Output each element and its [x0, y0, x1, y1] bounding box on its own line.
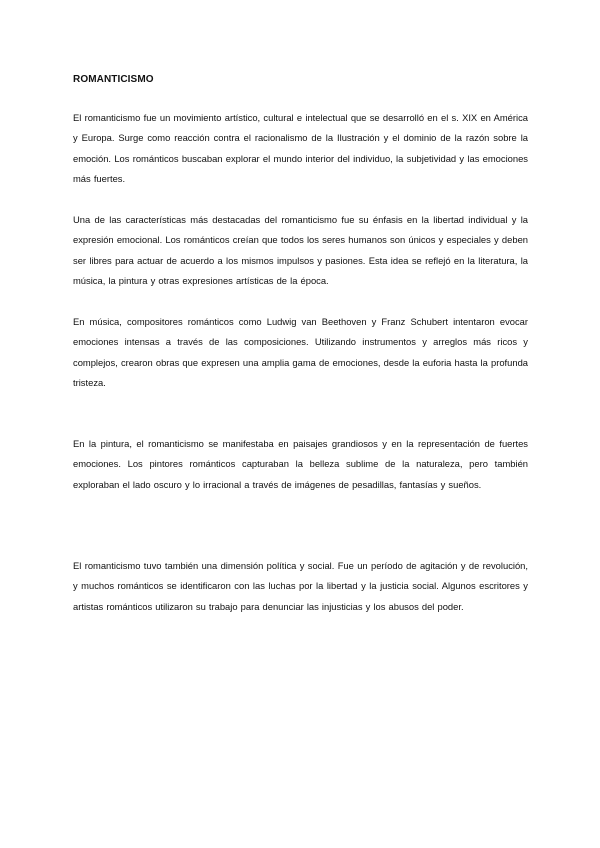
paragraph-music: En música, compositores románticos como Ludwig van Beethoven y Franz Schubert intentaron evocar emociones intensas a través de las composiciones. Utilizando instrumentos y arreglos más ricos y complejos, crearon obras que expresen una amplia gama de emociones, desde la euforia hasta la profunda tristeza.	[73, 316, 528, 389]
paragraph-characteristics: Una de las características más destacadas del romanticismo fue su énfasis en la libertad individual y la expresión emocional. Los románticos creían que todos los seres humanos son únicos y especiales y deben ser libres para actuar de acuerdo a los mismos impulsos y pasiones. Esta idea se reflejó en la literatura, la música, la pintura y otras expresiones artísticas de la época.	[73, 214, 528, 287]
paragraph-painting: En la pintura, el romanticismo se manifestaba en paisajes grandiosos y en la representación de fuertes emociones. Los pintores románticos capturaban la belleza sublime de la naturaleza, pero también exploraban el lado oscuro y lo irracional a través de imágenes de pesadillas, fantasías y sueños.	[73, 438, 528, 490]
paragraph-politics: El romanticismo tuvo también una dimensión política y social. Fue un período de agitación y de revolución, y muchos románticos se identificaron con las luchas por la libertad y la justicia social. Algunos escritores y artistas románticos utilizaron su trabajo para denunciar las injusticias y los abusos del poder.	[73, 560, 528, 612]
document-title: ROMANTICISMO	[73, 74, 154, 85]
paragraph-definition: El romanticismo fue un movimiento artístico, cultural e intelectual que se desarrolló en el s. XIX en América y Europa. Surge como reacción contra el racionalismo de la Ilustración y el dominio de la razón sobre la emoción. Los románticos buscaban explorar el mundo interior del individuo, la subjetividad y las emociones más fuertes.	[73, 112, 528, 185]
